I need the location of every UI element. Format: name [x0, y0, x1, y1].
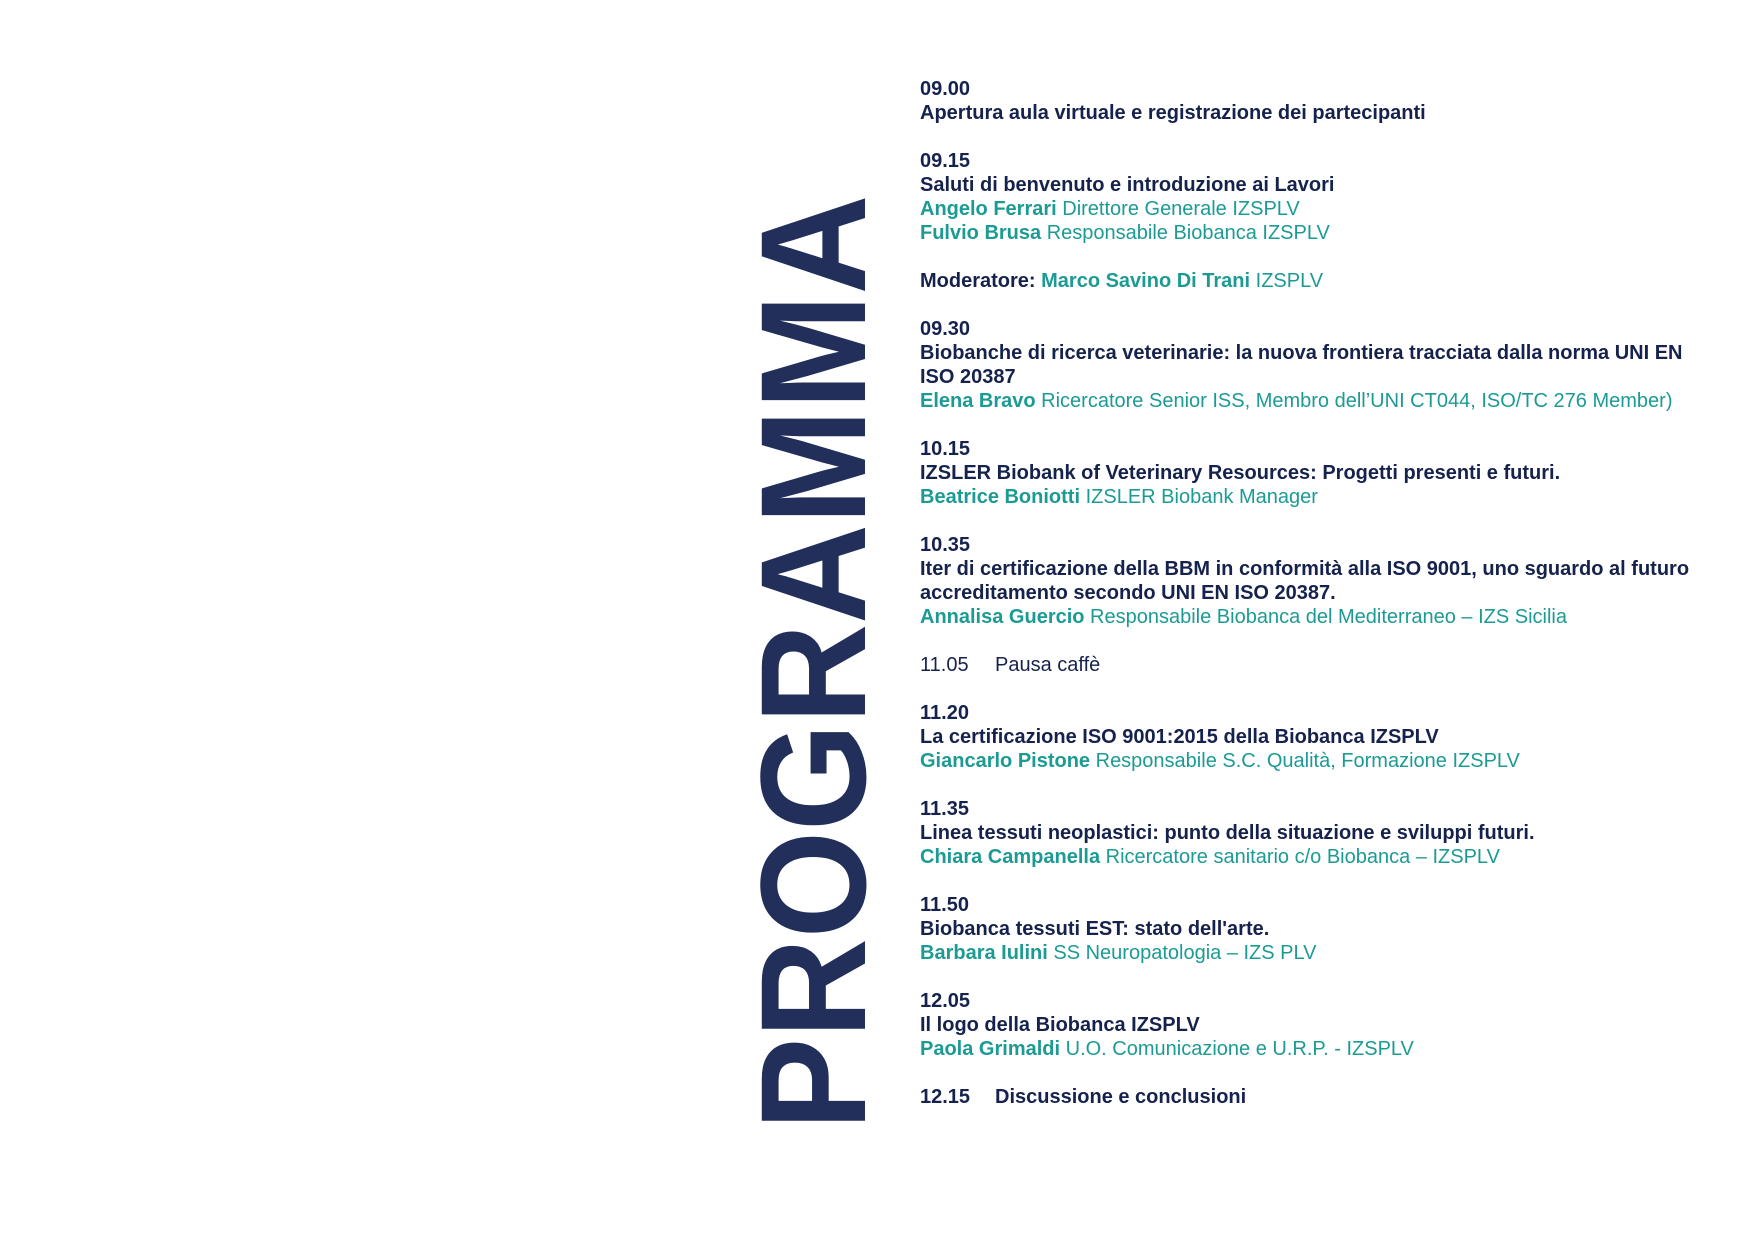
- session-title: Il logo della Biobanca IZSPLV: [920, 1014, 1200, 1036]
- moderator: [920, 269, 1720, 293]
- session-time: 11.50: [920, 894, 969, 916]
- closing-time: 12.15: [920, 1086, 971, 1108]
- speaker-role: Responsabile Biobanca del Mediterraneo – IZS Sicilia: [1084, 606, 1567, 628]
- session-title: Biobanca tessuti EST: stato dell'arte.: [920, 918, 1270, 940]
- speaker-name: Fulvio Brusa: [920, 222, 1042, 244]
- session-time: 09.15: [920, 150, 971, 172]
- session-1015: [920, 437, 1720, 509]
- speaker: [920, 221, 1720, 245]
- speaker: [920, 749, 1720, 773]
- speaker-name: Paola Grimaldi: [920, 1038, 1061, 1060]
- moderator-speaker: [1041, 270, 1323, 292]
- speaker-role: Responsabile S.C. Qualità, Formazione IZSPLV: [1090, 750, 1520, 772]
- speaker-name: Chiara Campanella: [920, 846, 1101, 868]
- speaker: [920, 485, 1720, 509]
- speaker-role: Ricercatore Senior ISS, Membro dell’UNI CT044, ISO/TC 276 Member): [1035, 390, 1673, 412]
- speaker-name: Beatrice Boniotti: [920, 486, 1081, 508]
- session-1205: [920, 989, 1720, 1061]
- session-0930: [920, 317, 1720, 413]
- speaker-name: Giancarlo Pistone: [920, 750, 1091, 772]
- session-time: 11.35: [920, 798, 969, 820]
- speaker-role: Responsabile Biobanca IZSPLV: [1041, 222, 1330, 244]
- speaker: [920, 197, 1720, 221]
- speaker-name: Elena Bravo: [920, 390, 1036, 412]
- session-1135: [920, 797, 1720, 869]
- speaker: [920, 605, 1720, 629]
- session-time: 12.05: [920, 990, 971, 1012]
- session-title: Apertura aula virtuale e registrazione dei partecipanti: [920, 102, 1426, 124]
- session-time: 09.30: [920, 318, 971, 340]
- session-time: 10.15: [920, 438, 971, 460]
- speaker-name: Angelo Ferrari: [920, 198, 1057, 220]
- session-title: Linea tessuti neoplastici: punto della situazione e sviluppi futuri.: [920, 822, 1535, 844]
- session-title: IZSLER Biobank of Veterinary Resources: Progetti presenti e futuri.: [920, 462, 1561, 484]
- speaker: [920, 1037, 1720, 1061]
- session-0900: [920, 77, 1720, 125]
- session-1035: [920, 533, 1720, 629]
- moderator-name: Marco Savino Di Trani: [1041, 270, 1251, 292]
- session-title: Saluti di benvenuto e introduzione ai Lavori: [920, 174, 1335, 196]
- closing: [920, 1085, 1720, 1109]
- session-time: 11.20: [920, 702, 969, 724]
- moderator-role: IZSPLV: [1250, 270, 1324, 292]
- session-title: Biobanche di ricerca veterinarie: la nuova frontiera tracciata dalla norma UNI EN ISO 20387: [920, 342, 1683, 388]
- session-0915: [920, 149, 1720, 245]
- session-1120: [920, 701, 1720, 773]
- speaker: [920, 845, 1720, 869]
- speaker-role: Direttore Generale IZSPLV: [1056, 198, 1300, 220]
- speaker: [920, 941, 1720, 965]
- program-list: [920, 77, 1720, 1133]
- session-1150: [920, 893, 1720, 965]
- session-time: 10.35: [920, 534, 971, 556]
- coffee-break: [920, 653, 1720, 677]
- speaker: [920, 389, 1720, 413]
- session-title: La certificazione ISO 9001:2015 della Biobanca IZSPLV: [920, 726, 1439, 748]
- speaker-name: Barbara Iulini: [920, 942, 1048, 964]
- page-title: PROGRAMMA: [729, 194, 897, 1130]
- moderator-label: Moderatore:: [920, 270, 1042, 292]
- closing-label: Discussione e conclusioni: [995, 1086, 1247, 1108]
- speaker-role: SS Neuropatologia – IZS PLV: [1047, 942, 1317, 964]
- speaker-role: IZSLER Biobank Manager: [1080, 486, 1318, 508]
- session-time: 09.00: [920, 78, 971, 100]
- session-title: Iter di certificazione della BBM in conformità alla ISO 9001, uno sguardo al futuro accreditamento secondo UNI EN ISO 20387.: [920, 558, 1690, 604]
- speaker-role: U.O. Comunicazione e U.R.P. - IZSPLV: [1060, 1038, 1414, 1060]
- break-label: Pausa caffè: [995, 654, 1101, 676]
- speaker-name: Annalisa Guercio: [920, 606, 1085, 628]
- break-time: 11.05: [920, 654, 969, 676]
- speaker-role: Ricercatore sanitario c/o Biobanca – IZSPLV: [1100, 846, 1500, 868]
